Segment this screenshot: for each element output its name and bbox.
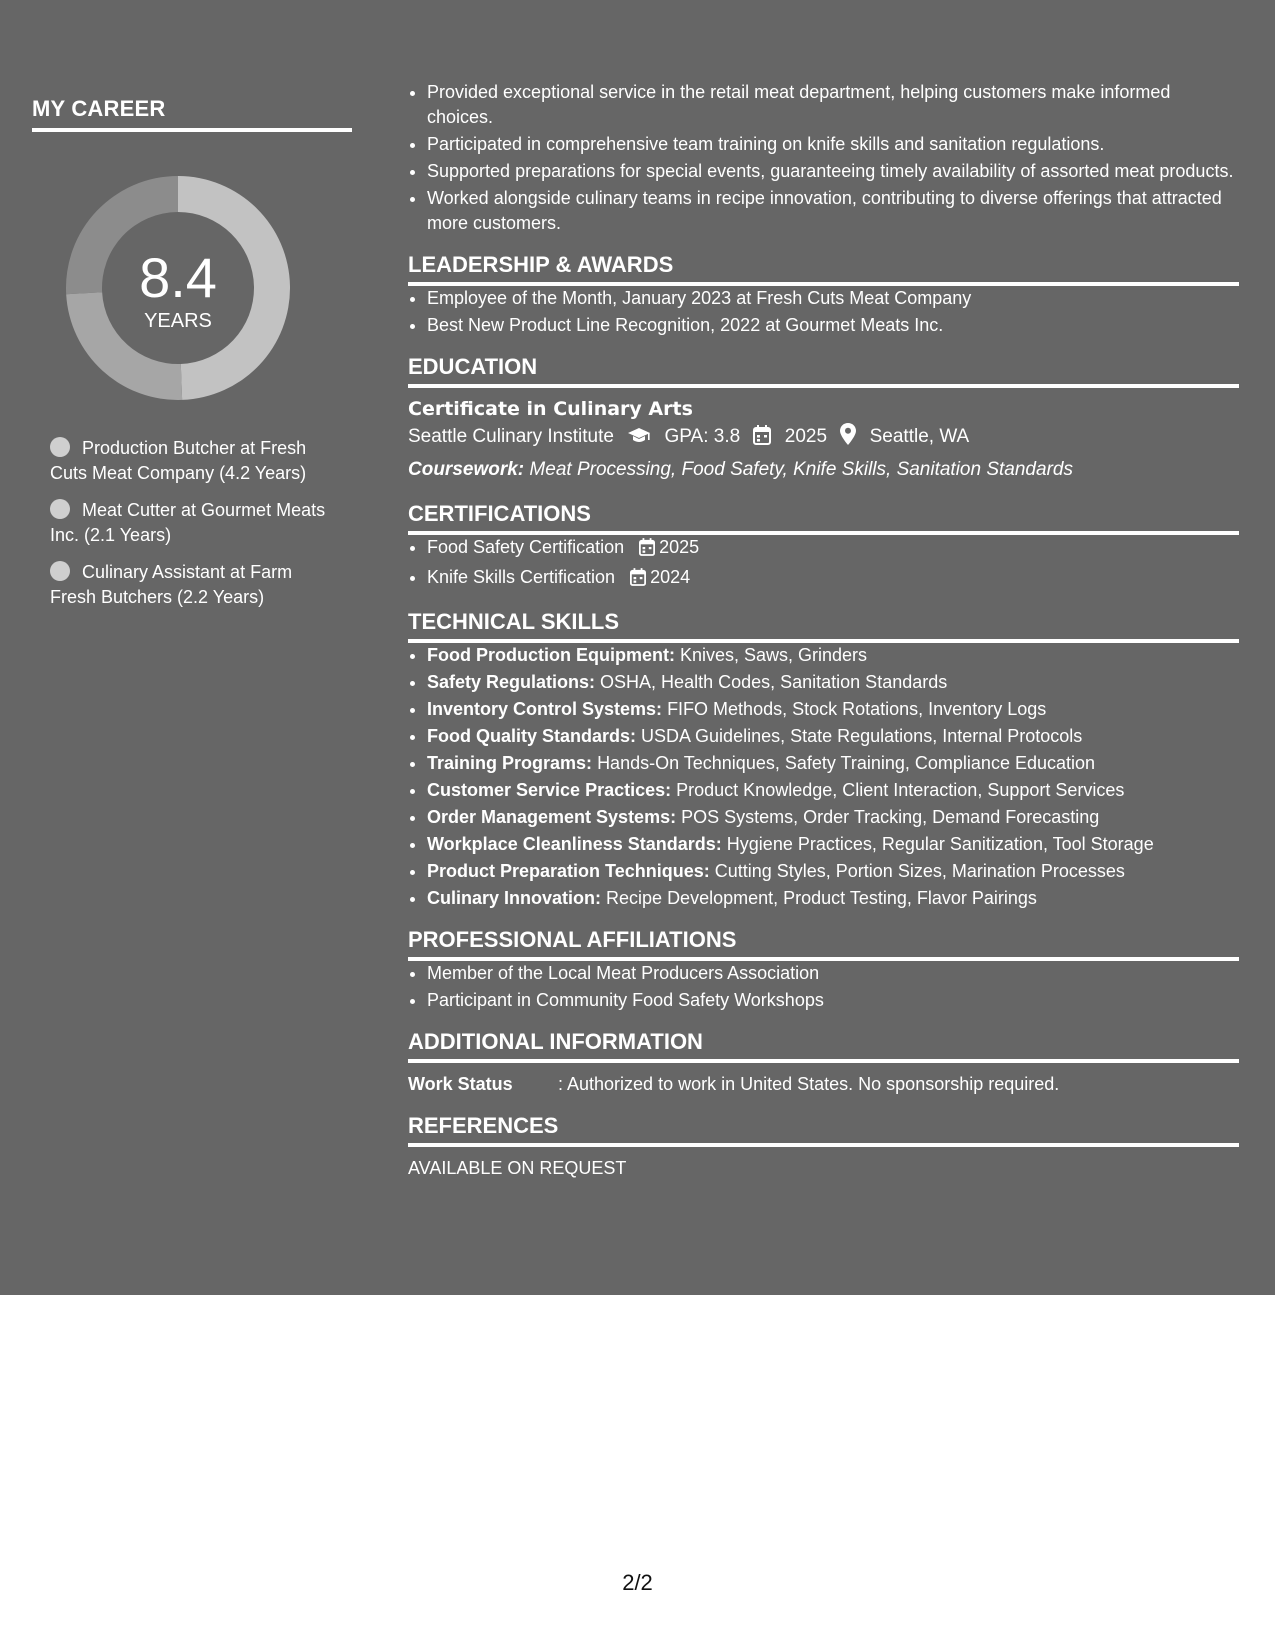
skills-section xyxy=(408,609,1239,911)
education-details xyxy=(408,422,1239,455)
certification-item xyxy=(427,535,1239,563)
skill-label: Safety Regulations: xyxy=(427,672,596,692)
skills-title: TECHNICAL SKILLS xyxy=(408,609,1239,643)
career-legend xyxy=(50,436,330,622)
education-coursework xyxy=(408,455,1239,485)
leadership-title: LEADERSHIP & AWARDS xyxy=(408,252,1239,286)
affiliation-item: • Member of the Local Meat Producers Association xyxy=(427,961,1239,986)
legend-dot-icon xyxy=(50,499,70,519)
skill-item xyxy=(427,778,1239,803)
experience-bullets xyxy=(408,80,1239,236)
education-entry xyxy=(408,396,1239,485)
skill-value: OSHA, Health Codes, Sanitation Standards xyxy=(600,672,948,692)
skill-value: USDA Guidelines, State Regulations, Internal Protocols xyxy=(641,726,1083,746)
skill-item xyxy=(427,643,1239,668)
skill-label: Inventory Control Systems: xyxy=(427,699,663,719)
career-role-label: Culinary Assistant at Farm Fresh Butchers (2.2 Years) xyxy=(50,562,293,607)
additional-title: ADDITIONAL INFORMATION xyxy=(408,1029,1239,1063)
coursework-list: Meat Processing, Food Safety, Knife Skills, Sanitation Standards xyxy=(529,459,1073,480)
coursework-label: Coursework: xyxy=(408,459,525,480)
experience-bullet: • Worked alongside culinary teams in recipe innovation, contributing to diverse offerings that attracted more customers. xyxy=(427,186,1239,236)
career-heading: MY CAREER xyxy=(32,96,352,132)
education-title: EDUCATION xyxy=(408,354,1239,388)
skill-item xyxy=(427,724,1239,749)
main-content xyxy=(408,80,1239,1181)
skill-value: Hygiene Practices, Regular Sanitization, Tool Storage xyxy=(726,834,1154,854)
certifications-title: CERTIFICATIONS xyxy=(408,501,1239,535)
skill-value: Cutting Styles, Portion Sizes, Marination Processes xyxy=(714,861,1125,881)
references-text: AVAILABLE ON REQUEST xyxy=(408,1158,627,1178)
skill-label: Food Production Equipment: xyxy=(427,645,675,665)
certification-year: 2024 xyxy=(650,567,691,587)
career-sidebar xyxy=(32,96,352,607)
references-section xyxy=(408,1113,1239,1181)
skill-item xyxy=(427,805,1239,830)
certification-year: 2025 xyxy=(659,537,700,557)
career-legend-item xyxy=(50,560,330,610)
education-gpa: GPA: 3.8 xyxy=(664,426,741,447)
calendar-icon xyxy=(639,538,655,563)
skill-label: Training Programs: xyxy=(427,753,593,773)
education-school: Seattle Culinary Institute xyxy=(408,426,614,447)
skill-item xyxy=(427,886,1239,911)
career-legend-item xyxy=(50,498,330,548)
experience-bullet: • Supported preparations for special events, guaranteeing timely availability of assorted meat products. xyxy=(427,159,1239,184)
award-item: • Employee of the Month, January 2023 at Fresh Cuts Meat Company xyxy=(427,286,1239,311)
education-section xyxy=(408,354,1239,485)
skill-value: Recipe Development, Product Testing, Flavor Pairings xyxy=(606,888,1037,908)
certifications-list xyxy=(408,535,1239,593)
page-number: 2/2 xyxy=(622,1570,653,1595)
skill-label: Customer Service Practices: xyxy=(427,780,672,800)
skill-item xyxy=(427,859,1239,884)
skill-label: Workplace Cleanliness Standards: xyxy=(427,834,722,854)
legend-dot-icon xyxy=(50,437,70,457)
career-total-years: 8.4 xyxy=(139,246,217,309)
affiliations-section xyxy=(408,927,1239,1013)
skill-label: Culinary Innovation: xyxy=(427,888,602,908)
skill-value: Hands-On Techniques, Safety Training, Compliance Education xyxy=(597,753,1096,773)
certification-item xyxy=(427,565,1239,593)
education-year: 2025 xyxy=(784,426,828,447)
skill-item xyxy=(427,697,1239,722)
affiliations-title: PROFESSIONAL AFFILIATIONS xyxy=(408,927,1239,961)
skill-label: Product Preparation Techniques: xyxy=(427,861,710,881)
skill-value: POS Systems, Order Tracking, Demand Forecasting xyxy=(681,807,1100,827)
location-pin-icon xyxy=(840,423,856,455)
references-title: REFERENCES xyxy=(408,1113,1239,1147)
certifications-section xyxy=(408,501,1239,593)
skill-value: Product Knowledge, Client Interaction, Support Services xyxy=(676,780,1125,800)
calendar-icon xyxy=(630,568,646,593)
affiliations-list xyxy=(408,961,1239,1013)
additional-section xyxy=(408,1029,1239,1097)
education-degree: Certificate in Culinary Arts xyxy=(408,398,693,420)
calendar-icon xyxy=(753,425,771,455)
work-status-label: Work Status xyxy=(408,1074,513,1094)
skill-item xyxy=(427,832,1239,857)
skill-item xyxy=(427,751,1239,776)
leadership-section xyxy=(408,252,1239,338)
donut-center xyxy=(66,176,290,400)
skills-list xyxy=(408,643,1239,911)
skill-label: Food Quality Standards: xyxy=(427,726,637,746)
award-item: • Best New Product Line Recognition, 2022 at Gourmet Meats Inc. xyxy=(427,313,1239,338)
career-donut-chart xyxy=(66,176,290,400)
work-status-row xyxy=(408,1071,1239,1097)
affiliation-item: • Participant in Community Food Safety Workshops xyxy=(427,988,1239,1013)
experience-bullet: • Provided exceptional service in the retail meat department, helping customers make informed choices. xyxy=(427,80,1239,130)
work-status-value: : Authorized to work in United States. No sponsorship required. xyxy=(558,1074,1060,1094)
graduation-cap-icon xyxy=(627,425,651,455)
career-role-label: Production Butcher at Fresh Cuts Meat Company (4.2 Years) xyxy=(50,438,307,483)
certification-name: Knife Skills Certification xyxy=(427,567,616,587)
education-location: Seattle, WA xyxy=(869,426,970,447)
experience-bullet: • Participated in comprehensive team training on knife skills and sanitation regulations. xyxy=(427,132,1239,157)
career-legend-item xyxy=(50,436,330,486)
skill-value: FIFO Methods, Stock Rotations, Inventory Logs xyxy=(667,699,1047,719)
career-total-unit: YEARS xyxy=(144,310,212,332)
certification-name: Food Safety Certification xyxy=(427,537,625,557)
skill-value: Knives, Saws, Grinders xyxy=(679,645,868,665)
skill-item xyxy=(427,670,1239,695)
career-role-label: Meat Cutter at Gourmet Meats Inc. (2.1 Years) xyxy=(50,500,326,545)
skill-label: Order Management Systems: xyxy=(427,807,677,827)
leadership-list xyxy=(408,286,1239,338)
legend-dot-icon xyxy=(50,561,70,581)
